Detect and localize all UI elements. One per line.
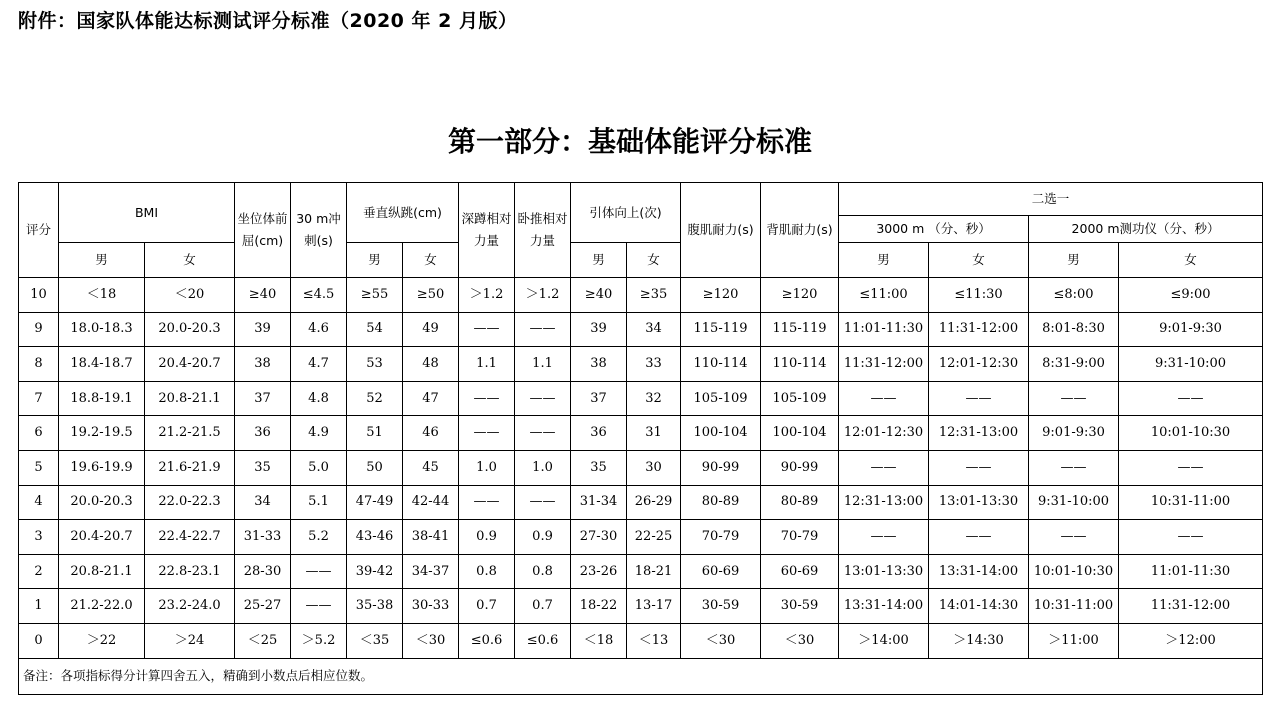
header-pullup-female: 女 bbox=[627, 243, 681, 278]
table-row bbox=[19, 278, 1263, 313]
table-cell: ≥55 bbox=[347, 278, 403, 313]
table-cell: 54 bbox=[347, 312, 403, 347]
table-cell: 70-79 bbox=[681, 520, 761, 555]
table-cell: 18.8-19.1 bbox=[59, 381, 145, 416]
table-cell: 30-33 bbox=[403, 589, 459, 624]
table-cell: 11:31-12:00 bbox=[929, 312, 1029, 347]
table-cell: 60-69 bbox=[681, 554, 761, 589]
table-cell: 10:01-10:30 bbox=[1029, 554, 1119, 589]
table-cell: 22-25 bbox=[627, 520, 681, 555]
table-cell: 18.0-18.3 bbox=[59, 312, 145, 347]
table-cell: 20.8-21.1 bbox=[59, 554, 145, 589]
table-cell: ＞1.2 bbox=[459, 278, 515, 313]
table-cell: —— bbox=[839, 381, 929, 416]
table-cell: 21.2-22.0 bbox=[59, 589, 145, 624]
table-cell: ＞22 bbox=[59, 623, 145, 658]
table-cell: 38-41 bbox=[403, 520, 459, 555]
score-cell: 7 bbox=[19, 381, 59, 416]
table-cell: 4.9 bbox=[291, 416, 347, 451]
table-cell: 10:01-10:30 bbox=[1119, 416, 1263, 451]
header-erg-male: 男 bbox=[1029, 243, 1119, 278]
table-cell: 12:01-12:30 bbox=[839, 416, 929, 451]
table-cell: —— bbox=[515, 485, 571, 520]
table-cell: 80-89 bbox=[761, 485, 839, 520]
header-pullup: 引体向上(次) bbox=[571, 183, 681, 243]
table-cell: 22.8-23.1 bbox=[145, 554, 235, 589]
table-cell: ≤8:00 bbox=[1029, 278, 1119, 313]
table-row bbox=[19, 589, 1263, 624]
table-cell: 70-79 bbox=[761, 520, 839, 555]
table-cell: 0.9 bbox=[459, 520, 515, 555]
header-choose-one: 二选一 bbox=[839, 183, 1263, 216]
table-cell: 13:31-14:00 bbox=[929, 554, 1029, 589]
table-cell: 48 bbox=[403, 347, 459, 382]
table-note: 备注：各项指标得分计算四舍五入，精确到小数点后相应位数。 bbox=[19, 658, 1263, 694]
table-cell: 27-30 bbox=[571, 520, 627, 555]
table-cell: 33 bbox=[627, 347, 681, 382]
table-cell: ≥40 bbox=[571, 278, 627, 313]
table-cell: 90-99 bbox=[681, 450, 761, 485]
table-cell: —— bbox=[1119, 450, 1263, 485]
table-cell: ≤11:30 bbox=[929, 278, 1029, 313]
table-cell: —— bbox=[459, 485, 515, 520]
table-cell: ＜35 bbox=[347, 623, 403, 658]
table-cell: 1.0 bbox=[459, 450, 515, 485]
table-cell: 20.0-20.3 bbox=[145, 312, 235, 347]
table-cell: 35 bbox=[571, 450, 627, 485]
table-cell: 11:31-12:00 bbox=[839, 347, 929, 382]
table-cell: 37 bbox=[571, 381, 627, 416]
score-cell: 1 bbox=[19, 589, 59, 624]
table-cell: 11:31-12:00 bbox=[1119, 589, 1263, 624]
header-sprint: 30 m冲刺(s) bbox=[291, 183, 347, 278]
table-cell: ＞11:00 bbox=[1029, 623, 1119, 658]
table-cell: 0.7 bbox=[515, 589, 571, 624]
header-abs: 腹肌耐力(s) bbox=[681, 183, 761, 278]
table-cell: ＞5.2 bbox=[291, 623, 347, 658]
table-cell: 105-109 bbox=[761, 381, 839, 416]
table-cell: 30-59 bbox=[681, 589, 761, 624]
table-cell: 31-33 bbox=[235, 520, 291, 555]
table-cell: 32 bbox=[627, 381, 681, 416]
header-erg-female: 女 bbox=[1119, 243, 1263, 278]
table-cell: 11:01-11:30 bbox=[839, 312, 929, 347]
table-cell: —— bbox=[1029, 381, 1119, 416]
score-cell: 4 bbox=[19, 485, 59, 520]
table-cell: 18-21 bbox=[627, 554, 681, 589]
table-cell: 110-114 bbox=[761, 347, 839, 382]
header-bmi-male: 男 bbox=[59, 243, 145, 278]
scoring-table bbox=[18, 182, 1263, 695]
table-cell: 80-89 bbox=[681, 485, 761, 520]
table-cell: 42-44 bbox=[403, 485, 459, 520]
table-cell: ＞1.2 bbox=[515, 278, 571, 313]
table-cell: 13:31-14:00 bbox=[839, 589, 929, 624]
table-cell: 25-27 bbox=[235, 589, 291, 624]
table-row bbox=[19, 554, 1263, 589]
table-cell: ≥40 bbox=[235, 278, 291, 313]
header-run-female: 女 bbox=[929, 243, 1029, 278]
table-cell: —— bbox=[459, 381, 515, 416]
table-cell: ＜25 bbox=[235, 623, 291, 658]
table-cell: 31 bbox=[627, 416, 681, 451]
table-cell: 13:01-13:30 bbox=[929, 485, 1029, 520]
table-row bbox=[19, 416, 1263, 451]
table-cell: 4.8 bbox=[291, 381, 347, 416]
table-cell: —— bbox=[839, 450, 929, 485]
part-title: 第一部分：基础体能评分标准 bbox=[447, 125, 812, 158]
table-cell: 52 bbox=[347, 381, 403, 416]
table-cell: —— bbox=[459, 416, 515, 451]
table-cell: 100-104 bbox=[681, 416, 761, 451]
header-sit-reach: 坐位体前屈(cm) bbox=[235, 183, 291, 278]
header-erg-2000: 2000 m测功仪（分、秒） bbox=[1029, 216, 1263, 243]
table-cell: 47 bbox=[403, 381, 459, 416]
table-cell: ≥120 bbox=[681, 278, 761, 313]
header-run-male: 男 bbox=[839, 243, 929, 278]
table-cell: 53 bbox=[347, 347, 403, 382]
table-cell: —— bbox=[929, 381, 1029, 416]
table-row bbox=[19, 381, 1263, 416]
table-cell: 49 bbox=[403, 312, 459, 347]
table-cell: ＞12:00 bbox=[1119, 623, 1263, 658]
header-bench: 卧推相对力量 bbox=[515, 183, 571, 278]
table-cell: ≤11:00 bbox=[839, 278, 929, 313]
table-cell: 34 bbox=[627, 312, 681, 347]
table-cell: 35-38 bbox=[347, 589, 403, 624]
table-cell: 38 bbox=[235, 347, 291, 382]
table-cell: 115-119 bbox=[681, 312, 761, 347]
table-cell: —— bbox=[839, 520, 929, 555]
header-vertical-jump: 垂直纵跳(cm) bbox=[347, 183, 459, 243]
table-cell: ≥50 bbox=[403, 278, 459, 313]
table-cell: 21.2-21.5 bbox=[145, 416, 235, 451]
table-cell: —— bbox=[1119, 520, 1263, 555]
table-cell: —— bbox=[291, 554, 347, 589]
table-cell: ≤4.5 bbox=[291, 278, 347, 313]
table-row bbox=[19, 450, 1263, 485]
table-cell: 39 bbox=[571, 312, 627, 347]
table-cell: 30-59 bbox=[761, 589, 839, 624]
table-cell: 20.0-20.3 bbox=[59, 485, 145, 520]
table-cell: —— bbox=[1029, 450, 1119, 485]
table-cell: 38 bbox=[571, 347, 627, 382]
table-cell: 18.4-18.7 bbox=[59, 347, 145, 382]
table-cell: 9:01-9:30 bbox=[1029, 416, 1119, 451]
table-cell: —— bbox=[929, 520, 1029, 555]
table-cell: —— bbox=[515, 416, 571, 451]
table-cell: 0.8 bbox=[459, 554, 515, 589]
table-cell: 20.8-21.1 bbox=[145, 381, 235, 416]
table-cell: —— bbox=[515, 312, 571, 347]
table-cell: 22.0-22.3 bbox=[145, 485, 235, 520]
table-row bbox=[19, 347, 1263, 382]
table-row bbox=[19, 312, 1263, 347]
table-row bbox=[19, 485, 1263, 520]
table-row bbox=[19, 623, 1263, 658]
score-cell: 8 bbox=[19, 347, 59, 382]
table-cell: 43-46 bbox=[347, 520, 403, 555]
table-cell: 39-42 bbox=[347, 554, 403, 589]
table-cell: ＜30 bbox=[761, 623, 839, 658]
table-cell: 5.0 bbox=[291, 450, 347, 485]
table-cell: ＜30 bbox=[403, 623, 459, 658]
header-jump-male: 男 bbox=[347, 243, 403, 278]
table-cell: ≤0.6 bbox=[459, 623, 515, 658]
header-bmi: BMI bbox=[59, 183, 235, 243]
table-cell: ＞14:30 bbox=[929, 623, 1029, 658]
table-cell: 20.4-20.7 bbox=[145, 347, 235, 382]
table-cell: 10:31-11:00 bbox=[1029, 589, 1119, 624]
table-cell: 4.7 bbox=[291, 347, 347, 382]
table-cell: 13-17 bbox=[627, 589, 681, 624]
table-cell: ≤0.6 bbox=[515, 623, 571, 658]
header-back: 背肌耐力(s) bbox=[761, 183, 839, 278]
table-cell: ＜18 bbox=[59, 278, 145, 313]
table-cell: 50 bbox=[347, 450, 403, 485]
table-cell: —— bbox=[515, 381, 571, 416]
table-cell: —— bbox=[291, 589, 347, 624]
table-cell: 21.6-21.9 bbox=[145, 450, 235, 485]
table-cell: 8:31-9:00 bbox=[1029, 347, 1119, 382]
table-cell: 0.9 bbox=[515, 520, 571, 555]
table-cell: ＞24 bbox=[145, 623, 235, 658]
score-cell: 0 bbox=[19, 623, 59, 658]
table-cell: 9:31-10:00 bbox=[1119, 347, 1263, 382]
table-cell: 28-30 bbox=[235, 554, 291, 589]
table-cell: 51 bbox=[347, 416, 403, 451]
table-cell: ＜18 bbox=[571, 623, 627, 658]
table-cell: 90-99 bbox=[761, 450, 839, 485]
table-cell: 19.2-19.5 bbox=[59, 416, 145, 451]
table-cell: 37 bbox=[235, 381, 291, 416]
table-cell: 26-29 bbox=[627, 485, 681, 520]
table-cell: 36 bbox=[571, 416, 627, 451]
score-cell: 9 bbox=[19, 312, 59, 347]
table-cell: ≤9:00 bbox=[1119, 278, 1263, 313]
table-cell: 4.6 bbox=[291, 312, 347, 347]
table-cell: 18-22 bbox=[571, 589, 627, 624]
table-cell: 11:01-11:30 bbox=[1119, 554, 1263, 589]
table-cell: 115-119 bbox=[761, 312, 839, 347]
table-cell: 20.4-20.7 bbox=[59, 520, 145, 555]
table-row bbox=[19, 520, 1263, 555]
table-cell: ＜30 bbox=[681, 623, 761, 658]
table-cell: 12:31-13:00 bbox=[839, 485, 929, 520]
table-cell: 19.6-19.9 bbox=[59, 450, 145, 485]
table-cell: 0.8 bbox=[515, 554, 571, 589]
table-cell: 1.1 bbox=[515, 347, 571, 382]
table-cell: ＞14:00 bbox=[839, 623, 929, 658]
table-cell: 30 bbox=[627, 450, 681, 485]
table-cell: 14:01-14:30 bbox=[929, 589, 1029, 624]
table-cell: ≥120 bbox=[761, 278, 839, 313]
table-cell: 23.2-24.0 bbox=[145, 589, 235, 624]
header-pullup-male: 男 bbox=[571, 243, 627, 278]
table-cell: 34-37 bbox=[403, 554, 459, 589]
table-cell: 13:01-13:30 bbox=[839, 554, 929, 589]
table-cell: 110-114 bbox=[681, 347, 761, 382]
table-cell: 45 bbox=[403, 450, 459, 485]
table-cell: ＜13 bbox=[627, 623, 681, 658]
table-cell: 60-69 bbox=[761, 554, 839, 589]
table-cell: —— bbox=[1119, 381, 1263, 416]
table-cell: 105-109 bbox=[681, 381, 761, 416]
table-cell: 12:31-13:00 bbox=[929, 416, 1029, 451]
score-cell: 5 bbox=[19, 450, 59, 485]
table-cell: 5.1 bbox=[291, 485, 347, 520]
table-cell: 8:01-8:30 bbox=[1029, 312, 1119, 347]
table-cell: 23-26 bbox=[571, 554, 627, 589]
score-cell: 10 bbox=[19, 278, 59, 313]
score-cell: 6 bbox=[19, 416, 59, 451]
table-cell: —— bbox=[929, 450, 1029, 485]
table-cell: 0.7 bbox=[459, 589, 515, 624]
score-cell: 2 bbox=[19, 554, 59, 589]
header-run-3000: 3000 m （分、秒） bbox=[839, 216, 1029, 243]
table-cell: —— bbox=[1029, 520, 1119, 555]
table-cell: 9:01-9:30 bbox=[1119, 312, 1263, 347]
table-cell: 12:01-12:30 bbox=[929, 347, 1029, 382]
table-cell: ≥35 bbox=[627, 278, 681, 313]
table-cell: 1.0 bbox=[515, 450, 571, 485]
table-cell: 46 bbox=[403, 416, 459, 451]
table-note-row bbox=[19, 658, 1263, 694]
table-cell: 34 bbox=[235, 485, 291, 520]
header-score: 评分 bbox=[19, 183, 59, 278]
table-cell: ＜20 bbox=[145, 278, 235, 313]
score-cell: 3 bbox=[19, 520, 59, 555]
table-cell: —— bbox=[459, 312, 515, 347]
header-squat: 深蹲相对力量 bbox=[459, 183, 515, 278]
table-cell: 5.2 bbox=[291, 520, 347, 555]
table-cell: 100-104 bbox=[761, 416, 839, 451]
header-bmi-female: 女 bbox=[145, 243, 235, 278]
table-cell: 1.1 bbox=[459, 347, 515, 382]
table-cell: 39 bbox=[235, 312, 291, 347]
table-cell: 35 bbox=[235, 450, 291, 485]
attachment-title: 附件：国家队体能达标测试评分标准（2020 年 2 月版） bbox=[18, 10, 518, 32]
table-cell: 47-49 bbox=[347, 485, 403, 520]
table-cell: 36 bbox=[235, 416, 291, 451]
table-cell: 22.4-22.7 bbox=[145, 520, 235, 555]
table-cell: 31-34 bbox=[571, 485, 627, 520]
header-jump-female: 女 bbox=[403, 243, 459, 278]
table-cell: 9:31-10:00 bbox=[1029, 485, 1119, 520]
table-cell: 10:31-11:00 bbox=[1119, 485, 1263, 520]
